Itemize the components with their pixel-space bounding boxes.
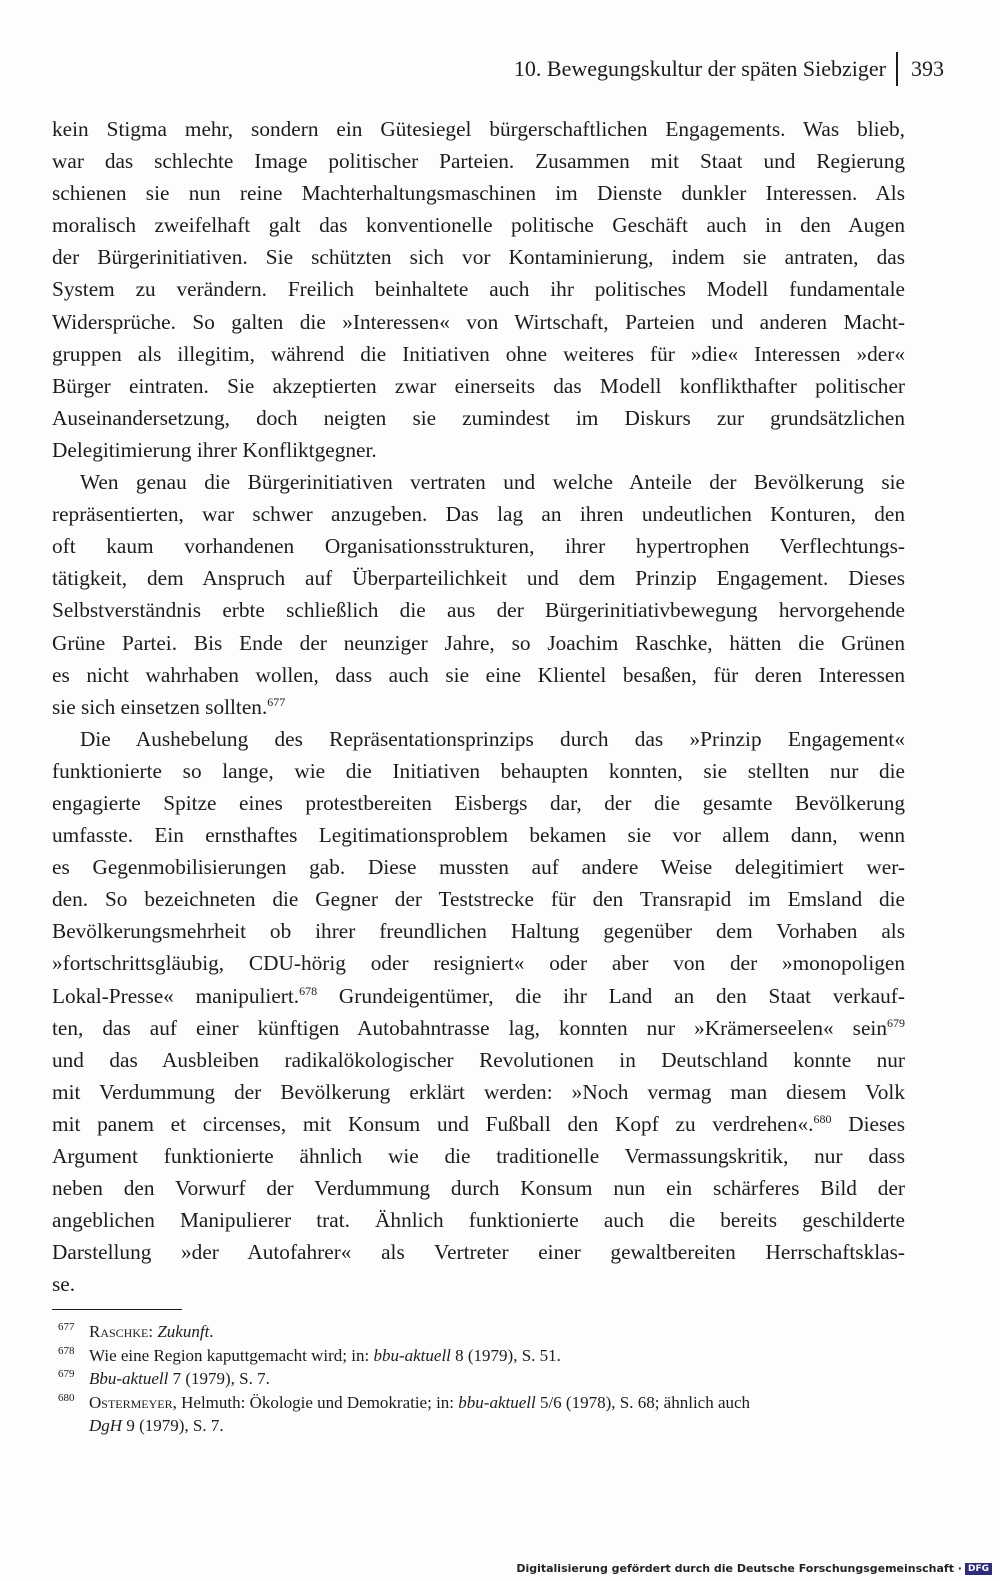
footnote-reference: 679	[887, 1015, 905, 1030]
text-line	[52, 209, 905, 241]
footnote-reference: 680	[813, 1111, 832, 1126]
text-line	[52, 562, 905, 594]
text-line	[52, 819, 905, 851]
footnote-text: 9 (1979), S. 7.	[122, 1416, 224, 1435]
text-run: »fortschrittsgläubig, CDU-hörig oder resigniert« oder aber von der »monopoligen	[52, 951, 905, 976]
footnotes	[52, 1320, 905, 1438]
text-line	[52, 755, 905, 787]
text-run: Delegitimierung ihrer Konfliktgegner.	[52, 437, 377, 462]
text-run: Widersprüche. So galten die »Interessen« von Wirtschaft, Parteien und anderen Macht-	[52, 309, 905, 334]
text-run: der Bürgerinitiativen. Sie schützten sich vor Kontaminierung, indem sie antraten, das	[52, 245, 905, 270]
text-line	[52, 145, 905, 177]
footnote-title: Zukunft	[157, 1322, 210, 1341]
text-line	[52, 947, 905, 979]
text-line	[52, 402, 905, 434]
text-run: gruppen als illegitim, während die Initiativen ohne weiteres für »die« Interessen »der«	[52, 341, 905, 366]
footnote-reference: 678	[299, 983, 318, 998]
paragraph-1	[52, 113, 905, 466]
text-run: Grundeigentümer, die ihr Land an den Staat verkauf-	[317, 983, 905, 1008]
text-run: es Gegenmobilisierungen gab. Diese mussten auf andere Weise delegitimiert wer-	[52, 855, 905, 880]
paragraph-2	[52, 466, 905, 723]
footnote-reference: 677	[267, 694, 286, 709]
footnote-title: bbu-aktuell	[373, 1345, 451, 1365]
text-line	[52, 434, 905, 466]
footnote-text: 7 (1979), S. 7.	[168, 1369, 270, 1388]
text-run: Selbstverständnis erbte schließlich die aus der Bürgerinitiativbewegung hervorgehende	[52, 598, 905, 623]
text-run: Lokal-Presse« manipuliert.	[52, 983, 300, 1008]
text-line	[52, 1012, 905, 1044]
footnote-author: Raschke	[89, 1322, 149, 1341]
dfg-logo: DFG	[965, 1563, 992, 1575]
text-line	[52, 883, 905, 915]
footnote-author: Ostermeyer	[89, 1392, 173, 1412]
text-line	[52, 627, 905, 659]
text-run: System zu verändern. Freilich beinhaltete auch ihr politisches Modell fundamentale	[52, 277, 905, 302]
text-line	[52, 723, 905, 755]
text-run: war das schlechte Image politischer Parteien. Zusammen mit Staat und Regierung	[52, 149, 905, 174]
text-run: Bevölkerungsmehrheit ob ihrer freundlichen Haltung gegenüber dem Vorhaben als	[52, 919, 905, 944]
text-line	[52, 1236, 905, 1268]
text-run: den. So bezeichneten die Gegner der Teststrecke für den Transrapid im Emsland die	[52, 887, 905, 912]
text-run: Auseinandersetzung, doch neigten sie zumindest im Diskurs zur grundsätzlichen	[52, 405, 905, 430]
text-line	[52, 915, 905, 947]
text-run: engagierte Spitze eines protestbereiten Eisbergs dar, der die gesamte Bevölkerung	[52, 790, 905, 815]
text-run: Argument funktionierte ähnlich wie die traditionelle Vermassungskritik, nur dass	[52, 1144, 905, 1168]
text-run: se.	[52, 1272, 76, 1297]
text-run: Dieses	[831, 1111, 905, 1136]
footnote-title: DgH	[89, 1416, 123, 1435]
text-line	[52, 1172, 905, 1204]
text-line	[52, 1204, 905, 1236]
text-run: funktionierte so lange, wie die Initiativen behaupten konnten, sie stellten nur die	[52, 758, 905, 783]
chapter-title: 10. Bewegungskultur der späten Siebziger	[513, 56, 886, 81]
text-run: mit Verdummung der Bevölkerung erklärt werden: »Noch vermag man diesem Volk	[52, 1079, 905, 1104]
text-line	[52, 530, 905, 562]
running-header	[0, 52, 953, 86]
text-run: Grüne Partei. Bis Ende der neunziger Jahre, so Joachim Raschke, hätten die Grünen	[52, 630, 905, 655]
text-run: Darstellung »der Autofahrer« als Vertreter einer gewaltbereiten Herrschaftsklas-	[52, 1240, 905, 1265]
header-divider	[896, 52, 898, 86]
footnote-text: Wie eine Region kaputtgemacht wird; in:	[89, 1345, 374, 1365]
text-line	[52, 1044, 905, 1076]
footnote-title: bbu-aktuell	[458, 1392, 536, 1412]
text-line	[52, 177, 905, 209]
text-line	[52, 787, 905, 819]
text-line	[52, 980, 905, 1012]
footnote-number: 678	[58, 1344, 75, 1357]
text-run: Die Aushebelung des Repräsentationsprinzips durch das »Prinzip Engagement«	[80, 726, 905, 751]
text-run: sie sich einsetzen sollten.	[52, 694, 268, 719]
main-text	[52, 113, 905, 1300]
text-line	[52, 851, 905, 883]
text-run: ten, das auf einer künftigen Autobahntrasse lag, konnten nur »Krämerseelen« sein	[52, 1015, 887, 1040]
text-line	[52, 691, 905, 723]
text-line	[52, 498, 905, 530]
text-run: es nicht wahrhaben wollen, dass auch sie eine Klientel besaßen, für deren Interessen	[52, 662, 905, 687]
footnote-text: :	[148, 1322, 158, 1341]
text-line	[52, 466, 905, 498]
text-run: und das Ausbleiben radikalökologischer Revolutionen in Deutschland konnte nur	[52, 1047, 905, 1072]
text-run: Wen genau die Bürgerinitiativen vertraten und welche Anteile der Bevölkerung sie	[80, 470, 905, 495]
text-line	[52, 1076, 905, 1108]
text-line	[52, 1140, 905, 1172]
text-line	[52, 338, 905, 370]
text-run: moralisch zweifelhaft galt das konventionelle politische Geschäft auch in den Augen	[52, 213, 905, 238]
text-run: neben den Vorwurf der Verdummung durch Konsum nun ein schärferes Bild der	[52, 1176, 905, 1201]
footnote-text: .	[209, 1322, 214, 1341]
text-run: angeblichen Manipulierer trat. Ähnlich funktionierte auch die bereits geschilderte	[52, 1208, 905, 1233]
footnote-title: Bbu-aktuell	[89, 1369, 169, 1388]
text-run: tätigkeit, dem Anspruch auf Überparteilichkeit und dem Prinzip Engagement. Dieses	[52, 566, 905, 591]
footnote-679	[52, 1367, 905, 1391]
text-run: umfasste. Ein ernsthaftes Legitimationsproblem bekamen sie vor allem dann, wenn	[52, 823, 905, 848]
text-line	[52, 1108, 905, 1140]
text-line	[52, 1268, 905, 1300]
text-line	[52, 594, 905, 626]
text-run: mit panem et circenses, mit Konsum und Fußball den Kopf zu verdrehen«.	[52, 1111, 814, 1136]
text-run: oft kaum vorhandenen Organisationsstrukturen, ihrer hypertrophen Verflechtungs-	[52, 534, 905, 559]
footnote-677	[52, 1320, 905, 1344]
text-line	[52, 273, 905, 305]
text-run: Bürger eintraten. Sie akzeptierten zwar einerseits das Modell konflikthafter politischer	[52, 373, 905, 398]
text-line	[52, 113, 905, 145]
page-number: 393	[911, 56, 944, 81]
footnote-number: 679	[58, 1368, 75, 1380]
footnote-number: 677	[58, 1321, 75, 1333]
text-run: schienen sie nun reine Machterhaltungsmaschinen im Dienste dunkler Interessen. Als	[52, 181, 905, 206]
text-line	[52, 370, 905, 402]
footnote-text: , Helmuth: Ökologie und Demokratie; in:	[172, 1392, 459, 1412]
footnote-678	[52, 1344, 905, 1368]
paragraph-3	[52, 723, 905, 1301]
text-line	[52, 241, 905, 273]
text-line	[52, 306, 905, 338]
digitization-credit	[516, 1562, 992, 1575]
footnote-divider	[52, 1309, 182, 1310]
text-line	[52, 659, 905, 691]
footnote-number: 680	[58, 1391, 75, 1404]
credit-text: Digitalisierung gefördert durch die Deutsche Forschungsgemeinschaft ·	[516, 1562, 962, 1575]
text-run: kein Stigma mehr, sondern ein Gütesiegel bürgerschaftlichen Engagements. Was blieb,	[52, 117, 905, 141]
footnote-text: 5/6 (1978), S. 68; ähnlich auch	[535, 1392, 751, 1412]
footnote-680	[52, 1391, 905, 1438]
footnote-text: 8 (1979), S. 51.	[450, 1345, 561, 1365]
text-run: repräsentierten, war schwer anzugeben. Das lag an ihren undeutlichen Konturen, den	[52, 502, 905, 527]
